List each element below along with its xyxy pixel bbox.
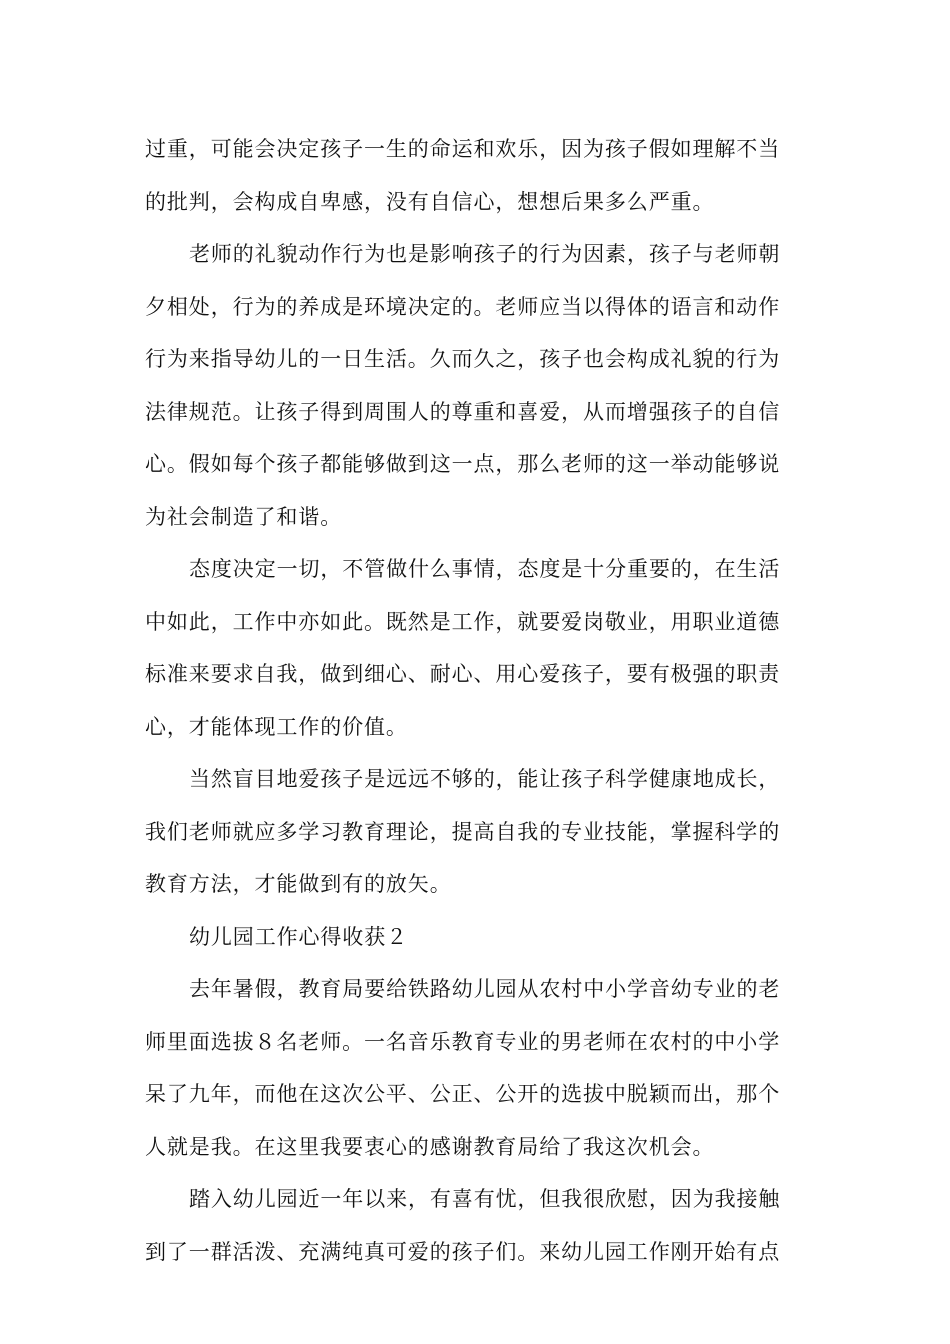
paragraph-learning	[145, 753, 807, 911]
text-line: 当然盲目地爱孩子是远远不够的，能让孩子科学健康地成长，	[189, 767, 781, 791]
text-line: 标准来要求自我，做到细心、耐心、用心爱孩子，要有极强的职责	[145, 662, 781, 686]
text-line: 的批判，会构成自卑感，没有自信心，想想后果多么严重。	[145, 189, 715, 214]
text-line: 教育方法，才能做到有的放矢。	[145, 872, 452, 896]
text-line: 人就是我。在这里我要衷心的感谢教育局给了我这次机会。	[145, 1134, 715, 1159]
text-line: 法律规范。让孩子得到周围人的尊重和喜爱，从而增强孩子的自信	[145, 399, 781, 424]
text-line: 心。假如每个孩子都能够做到这一点，那么老师的这一举动能够说	[145, 452, 781, 476]
paragraph-first-year	[145, 1173, 807, 1278]
paragraph-attitude	[145, 543, 807, 753]
text-line: 师里面选拔８名老师。一名音乐教育专业的男老师在农村的中小学	[145, 1029, 781, 1054]
text-line: 踏入幼儿园近一年以来，有喜有忧，但我很欣慰，因为我接触	[189, 1187, 781, 1211]
text-line: 心，才能体现工作的价值。	[145, 714, 408, 739]
text-line: 态度决定一切，不管做什么事情，态度是十分重要的，在生活	[189, 557, 781, 581]
text-line: 呆了九年，而他在这次公平、公正、公开的选拔中脱颖而出，那个	[145, 1082, 781, 1106]
text-line: 中如此，工作中亦如此。既然是工作，就要爱岗敬业，用职业道德	[145, 609, 781, 634]
paragraph-manners	[145, 228, 807, 543]
text-line: 过重，可能会决定孩子一生的命运和欢乐，因为孩子假如理解不当	[145, 137, 781, 161]
text-line: 老师的礼貌动作行为也是影响孩子的行为因素，孩子与老师朝	[189, 242, 781, 266]
paragraph-selection	[145, 963, 807, 1173]
text-line: 我们老师就应多学习教育理论，提高自我的专业技能，掌握科学的	[145, 819, 781, 844]
document-body	[145, 123, 807, 1278]
text-line: 到了一群活泼、充满纯真可爱的孩子们。来幼儿园工作刚开始有点	[145, 1239, 781, 1264]
text-line: 行为来指导幼儿的一日生活。久而久之，孩子也会构成礼貌的行为	[145, 347, 781, 371]
text-line: 为社会制造了和谐。	[145, 504, 343, 529]
text-line: 夕相处，行为的养成是环境决定的。老师应当以得体的语言和动作	[145, 294, 781, 319]
section-heading: 幼儿园工作心得收获２	[189, 924, 408, 949]
paragraph-continued	[145, 123, 807, 228]
text-line: 去年暑假，教育局要给铁路幼儿园从农村中小学音幼专业的老	[189, 977, 781, 1001]
